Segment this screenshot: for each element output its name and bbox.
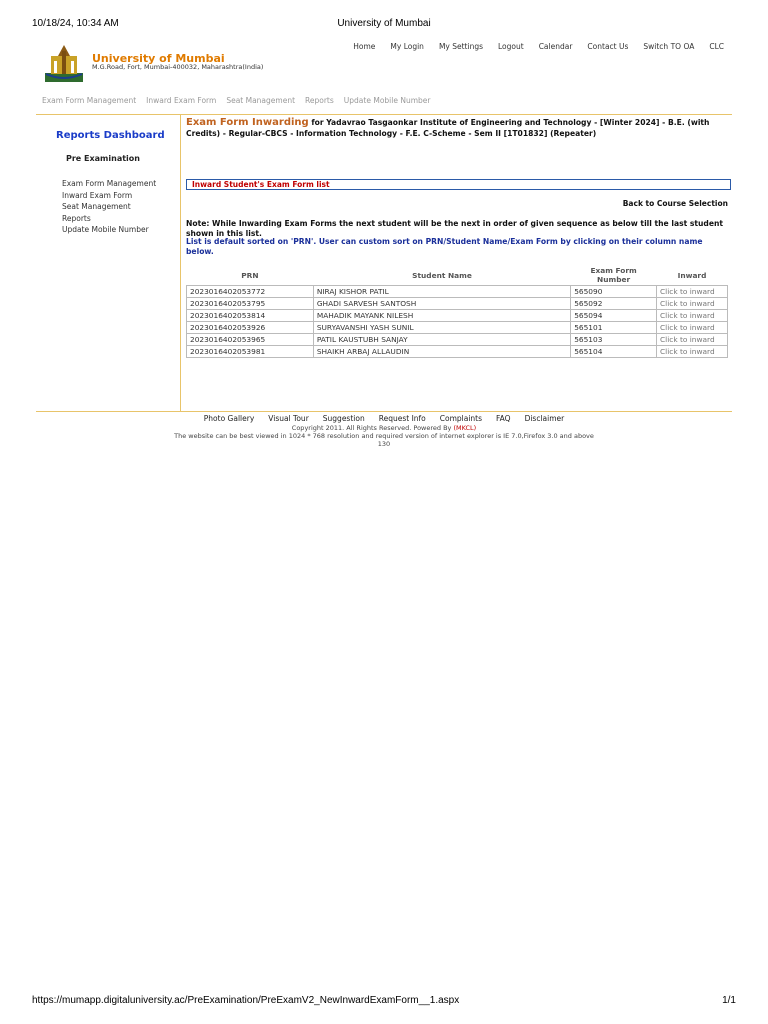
- sidebar-item-update-mobile-number[interactable]: Update Mobile Number: [62, 225, 149, 234]
- cell-student-name: PATIL KAUSTUBH SANJAY: [313, 334, 570, 346]
- header-divider: [36, 114, 732, 115]
- site-name[interactable]: University of Mumbai: [92, 52, 225, 65]
- university-logo[interactable]: [42, 42, 86, 84]
- main-menu: [42, 96, 430, 105]
- sidebar-divider: [180, 114, 181, 412]
- footer-request-info[interactable]: Request Info: [378, 414, 426, 423]
- footer-divider: [36, 411, 732, 412]
- cell-exam-form-number: 565104: [571, 346, 657, 358]
- cell-exam-form-number: 565103: [571, 334, 657, 346]
- inward-list-title: Inward Student's Exam Form list: [186, 179, 731, 190]
- click-to-inward-link[interactable]: Click to inward: [657, 322, 728, 334]
- footer-complaints[interactable]: Complaints: [439, 414, 483, 423]
- inward-note: Note: While Inwarding Exam Forms the next student will be the next in order of given sequence as below till the last student shown in this list.: [186, 219, 724, 238]
- top-nav: [353, 42, 724, 51]
- print-datetime: 10/18/24, 10:34 AM: [32, 18, 119, 29]
- cell-prn: 2023016402053926: [187, 322, 314, 334]
- cell-prn: 2023016402053965: [187, 334, 314, 346]
- cell-student-name: SHAIKH ARBAJ ALLAUDIN: [313, 346, 570, 358]
- page-title: [186, 118, 732, 139]
- cell-exam-form-number: 565090: [571, 286, 657, 298]
- pre-examination-heading: Pre Examination: [66, 154, 140, 163]
- exam-form-table: [186, 265, 728, 358]
- exam-form-inwarding-heading: Exam Form Inwarding: [186, 117, 309, 128]
- cell-student-name: MAHADIK MAYANK NILESH: [313, 310, 570, 322]
- col-student-name-header[interactable]: Student Name: [412, 270, 472, 280]
- nav-clc[interactable]: CLC: [709, 42, 724, 51]
- mkcl-link[interactable]: (MKCL): [453, 424, 477, 432]
- footer-copyright: [0, 424, 768, 448]
- sidebar-item-inward-exam-form[interactable]: Inward Exam Form: [62, 190, 133, 200]
- footer-visual-tour[interactable]: Visual Tour: [268, 414, 309, 423]
- cell-prn: 2023016402053981: [187, 346, 314, 358]
- click-to-inward-link[interactable]: Click to inward: [657, 334, 728, 346]
- cell-prn: 2023016402053795: [187, 298, 314, 310]
- nav-calendar[interactable]: Calendar: [538, 42, 573, 51]
- col-inward-header: Inward: [677, 270, 707, 280]
- cell-exam-form-number: 565101: [571, 322, 657, 334]
- table-row: [187, 286, 728, 298]
- nav-switch-to-oa[interactable]: Switch TO OA: [643, 42, 695, 51]
- cell-prn: 2023016402053814: [187, 310, 314, 322]
- table-row: [187, 346, 728, 358]
- sidebar-links: [62, 178, 156, 236]
- browser-note: The website can be best viewed in 1024 * 768 resolution and required version of internet explorer is IE 7.0,Firefox 3.0 and above: [174, 432, 594, 440]
- sidebar-item-reports[interactable]: Reports: [62, 213, 91, 223]
- table-row: [187, 298, 728, 310]
- cell-exam-form-number: 565094: [571, 310, 657, 322]
- table-header-row: [187, 265, 728, 286]
- footer-faq[interactable]: FAQ: [496, 414, 511, 423]
- nav-logout[interactable]: Logout: [498, 42, 524, 51]
- visitor-count: 130: [377, 440, 391, 448]
- print-doc-title: University of Mumbai: [337, 18, 431, 29]
- click-to-inward-link[interactable]: Click to inward: [657, 310, 728, 322]
- nav-home[interactable]: Home: [353, 42, 376, 51]
- cell-exam-form-number: 565092: [571, 298, 657, 310]
- sidebar-item-exam-form-management[interactable]: Exam Form Management: [62, 179, 157, 188]
- site-address: M.G.Road, Fort, Mumbai-400032, Maharashtra(India): [92, 63, 264, 71]
- nav-my-login[interactable]: My Login: [390, 42, 424, 51]
- click-to-inward-link[interactable]: Click to inward: [657, 346, 728, 358]
- cell-prn: 2023016402053772: [187, 286, 314, 298]
- cell-student-name: SURYAVANSHI YASH SUNIL: [313, 322, 570, 334]
- menu-exam-form-management[interactable]: Exam Form Management: [42, 96, 137, 105]
- footer-suggestion[interactable]: Suggestion: [322, 414, 365, 423]
- col-prn-header[interactable]: PRN: [241, 270, 259, 280]
- menu-inward-exam-form[interactable]: Inward Exam Form: [146, 96, 217, 105]
- print-url: https://mumapp.digitaluniversity.ac/PreExamination/PreExamV2_NewInwardExamForm__1.aspx: [32, 995, 460, 1006]
- click-to-inward-link[interactable]: Click to inward: [657, 286, 728, 298]
- footer-photo-gallery[interactable]: Photo Gallery: [203, 414, 255, 423]
- table-row: [187, 322, 728, 334]
- sidebar-item-seat-management[interactable]: Seat Management: [62, 202, 131, 211]
- table-row: [187, 334, 728, 346]
- col-exam-form-number-header[interactable]: Exam Form Number: [590, 266, 637, 284]
- footer-links: [0, 414, 768, 423]
- nav-contact-us[interactable]: Contact Us: [587, 42, 629, 51]
- back-to-course-selection-link[interactable]: Back to Course Selection: [622, 199, 728, 208]
- table-row: [187, 310, 728, 322]
- print-page-count: 1/1: [722, 995, 736, 1006]
- sort-note: List is default sorted on 'PRN'. User can custom sort on PRN/Student Name/Exam Form by clicking on their column name below.: [186, 237, 703, 256]
- menu-update-mobile-number[interactable]: Update Mobile Number: [343, 96, 431, 105]
- cell-student-name: GHADI SARVESH SANTOSH: [313, 298, 570, 310]
- footer-disclaimer[interactable]: Disclaimer: [524, 414, 565, 423]
- cell-student-name: NIRAJ KISHOR PATIL: [313, 286, 570, 298]
- reports-dashboard-title: Reports Dashboard: [56, 130, 165, 141]
- menu-seat-management[interactable]: Seat Management: [226, 96, 296, 105]
- nav-my-settings[interactable]: My Settings: [438, 42, 483, 51]
- copyright-text: Copyright 2011. All Rights Reserved. Powered By: [291, 424, 454, 432]
- menu-reports[interactable]: Reports: [305, 96, 334, 105]
- course-description: for Yadavrao Tasgaonkar Institute of Engineering and Technology - [Winter 2024] - B.E. (with Credits) - Regular-CBCS - Information Technology - F.E. C-Scheme - Sem II [1T01832] (Repeater): [186, 118, 710, 138]
- click-to-inward-link[interactable]: Click to inward: [657, 298, 728, 310]
